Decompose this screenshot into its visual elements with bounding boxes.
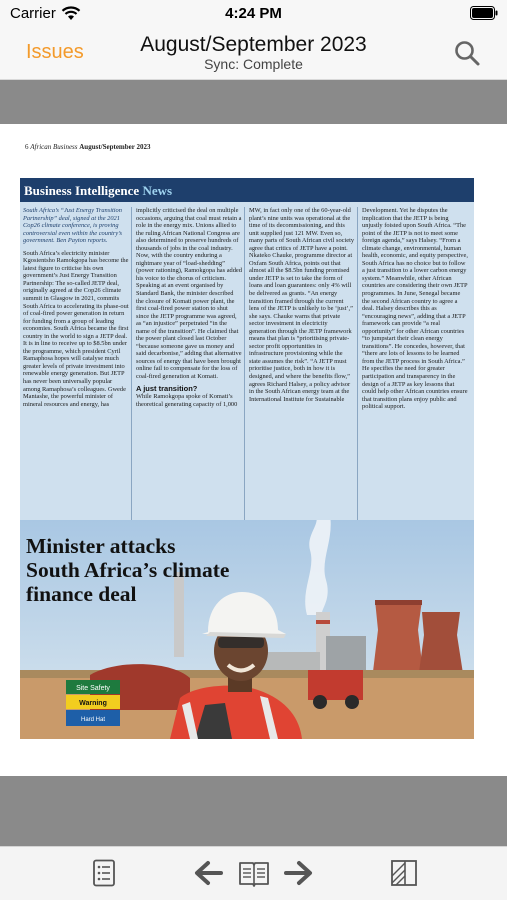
page-number: 6 — [25, 143, 29, 151]
previous-page-icon[interactable] — [194, 859, 224, 887]
sign-hard-hat: Hard Hat — [80, 717, 106, 723]
sign-site-safety: Site Safety — [76, 685, 110, 692]
column-text: Development. Yet he disputes the implication that the JETP is being unjustly foisted upon South Africa. “The point of the JETP is not to meet some foreign agenda,” says Halsey. “From a climate change, environmental, human health, economic, and equity perspective, South Africa has no choice but to follow a just transition to a lower carbon energy system.” Meanwhile, other African countries are considering their own JETP programmes. In June, Senegal became the second African country to agree a deal. Halsey describes this as “encouraging news”, adding that a JETP framework can provide “a real opportunity” for other African countries “to jumpstart their clean energy transitions”. He concedes, however, that “there are lots of lessons to be learned from the JETP process in South Africa.” He specifies the need for greater participation and transparency in the design of a JETP as key lessons that could help other African countries ensure that transition plans enjoy public and political support. — [362, 207, 468, 411]
page-folio — [25, 143, 150, 151]
article — [20, 178, 474, 739]
section-banner — [20, 178, 474, 202]
section-tag: News — [142, 183, 173, 198]
status-bar — [0, 0, 507, 28]
subhead-text: While Ramokgopa spoke of Komati’s theoretical generating capacity of 1,000 — [136, 393, 238, 408]
section-title: Business Intelligence — [24, 183, 140, 198]
viewer-background-bottom — [0, 776, 507, 846]
article-subhead: A just transition? — [136, 383, 198, 393]
clock: 4:24 PM — [225, 5, 282, 22]
next-page-icon[interactable] — [283, 859, 313, 887]
sync-status: Sync: Complete — [204, 56, 303, 72]
search-icon[interactable] — [452, 38, 482, 68]
article-headline: Minister attacks South Africa’s climate finance deal — [26, 534, 230, 606]
reader-toolbar — [0, 846, 507, 900]
article-column-3 — [249, 207, 358, 527]
article-column-1 — [23, 207, 132, 527]
magazine-name: African Business — [30, 143, 78, 151]
magazine-page[interactable] — [0, 124, 507, 776]
issues-back-button[interactable]: Issues — [26, 41, 84, 63]
sign-warning: Warning — [79, 700, 107, 707]
article-column-4 — [362, 207, 471, 527]
table-of-contents-icon[interactable] — [92, 859, 116, 887]
column-text: implicitly criticised the deal on multiple occasions, arguing that coal must retain a role in the energy mix. Unions allied to the ruling African National Congress are also determined to preserve hundreds of thousands of jobs in the coal industry. Now, with the country enduring a nightmare year of “load-shedding” (power rationing), Ramokgopa has added his voice to the chorus of criticism. Speaking at an event organised by Standard Bank, the minister described the closure of Komati power plant, the first coal-fired power station to shut since the JETP programme was agreed, as “an injustice” perpetrated “in the name of the transition”. He claimed that the power plant closed last October “because someone gave us money and said decarbonise,” adding that alternative sources of energy that have been brought online fail to compensate for the loss of coal-fired generation at Komati. — [136, 207, 242, 381]
reader-view-icon[interactable] — [238, 859, 270, 887]
article-column-2 — [136, 207, 245, 527]
viewer-background-top — [0, 80, 507, 124]
article-columns — [23, 207, 471, 527]
battery-icon — [470, 6, 498, 20]
issue-title: August/September 2023 — [140, 33, 367, 56]
carrier-label: Carrier — [10, 5, 56, 22]
folio-issue: August/September 2023 — [79, 143, 151, 151]
column-text: South Africa’s electricity minister Kgosientsho Ramokgopa has become the latest figure to criticise his own government’s Just Energy Transition Partnership: The so-called JETP deal, originally agreed at the Cop26 climate summit in Glasgow in 2021, commits South Africa to accelerating its phase-out of coal-fired power generation in return for funding from a group of leading economies. South Africa became the first country in the world to sign a JETP deal. It is in line to receive up to $8.5bn under the programme, which president Cyril Ramaphosa hopes will catalyse much greater levels of private investment into renewable energy generation. But JETP has never been universally popular among Ramaphosa’s colleagues. Gwede Mantashe, the powerful minister of mineral resources and energy, has — [23, 249, 129, 408]
page-layout-icon[interactable] — [390, 859, 418, 887]
article-intro: South Africa’s “Just Energy Transition Partnership” deal, signed at the 2021 Cop26 climate conference, is proving controversial even within the country’s government. Ben Payton reports. — [23, 207, 123, 245]
navigation-bar — [0, 28, 507, 80]
column-text: MW, in fact only one of the 60-year-old plant’s nine units was operational at the time of its decommissioning, and this unit supplied just 121 MW. Even so, many parts of South African civil society agree that critics of JETP have a point. Nkateko Chauke, programme director at Oxfam South Africa, points out that almost all the $8.5bn funding promised under JETP is set to take the form of loans and loan guarantees: only 4% will be delivered as grants. “An energy transition framed through the current lens of the JETP is unlikely to be ‘just’,” she says. Chauke warns that private sector investment in electricity generation through the JETP framework means that plan is “prioritising private-sector profit opportunities in infrastructure provisioning while the state assumes the risk”. “A JETP must prioritise justice, both in how it is designed, and where the benefits flow,” agrees Richard Halsey, a policy advisor in the South African energy team at the International Institute for Sustainable — [249, 207, 355, 403]
